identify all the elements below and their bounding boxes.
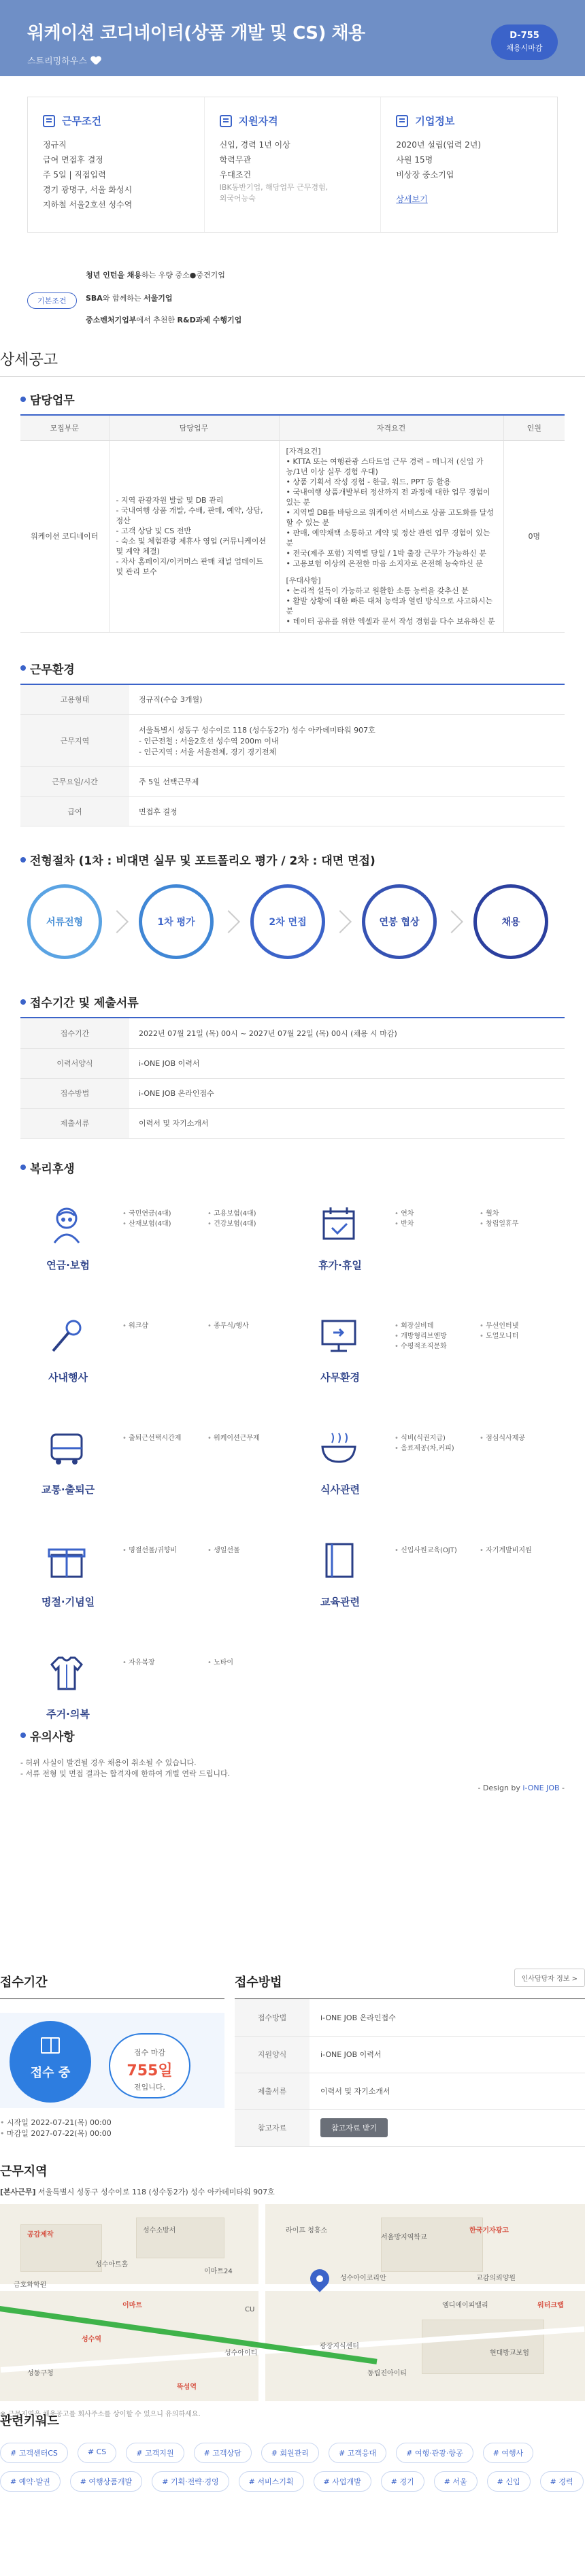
req-line: • 논리적 설득이 가능하고 원활한 소통 능력을 갖추신 분 bbox=[286, 586, 469, 595]
env-value bbox=[129, 715, 565, 767]
remaining-days: 접수 마감 755일 전입니다. bbox=[109, 2033, 190, 2098]
duty-table bbox=[20, 416, 565, 633]
keywords-title: 관련키워드 bbox=[0, 2414, 59, 2428]
map-label: 성수아트홀 bbox=[95, 2261, 129, 2269]
note-line: - 서류 전형 및 면접 결과는 합격자에 한하여 개별 연락 드립니다. bbox=[20, 1769, 231, 1778]
table-row bbox=[20, 685, 565, 715]
bus-icon bbox=[46, 1428, 87, 1469]
benefit-line: • 종무식/행사 bbox=[207, 1321, 292, 1331]
env-key: 근무지역 bbox=[20, 715, 129, 767]
task-line: - 국내여행 상품 개발, 수배, 판매, 예약, 상담, 정산 bbox=[116, 506, 263, 525]
apply-status bbox=[10, 2021, 91, 2103]
table-row bbox=[20, 767, 565, 797]
table-row: 접수방법 i-ONE JOB 온라인접수 bbox=[235, 1999, 585, 2036]
map-label: 광장지식센터 bbox=[320, 2343, 359, 2350]
building-icon bbox=[396, 115, 408, 127]
benefit-line: • 창립일휴무 bbox=[480, 1219, 565, 1229]
keyword-tag[interactable]: # 고객지원 bbox=[126, 2443, 184, 2463]
map-label: 이마트 bbox=[122, 2302, 142, 2309]
badge-row bbox=[86, 269, 225, 280]
badge-row bbox=[86, 292, 172, 303]
benefit-line: • 반차 bbox=[395, 1219, 480, 1229]
env-addr: - 인근지역 : 서울 서울전체, 경기 경기전체 bbox=[139, 747, 277, 756]
note-line: - 허위 사실이 발견될 경우 채용이 취소될 수 있습니다. bbox=[20, 1758, 197, 1767]
map-label: 서울방지역학교 bbox=[381, 2234, 427, 2241]
book-icon bbox=[318, 1540, 359, 1581]
map-note: ※ 근무지역은 채용공고를 회사주소를 상이할 수 있으니 유의하세요. bbox=[0, 2411, 201, 2418]
work-address: [본사근무] 서울특별시 성동구 성수이로 118 (성수동2가) 성수 아카데미타워 907호 bbox=[0, 2188, 275, 2196]
benefit-title: 명절·기념일 bbox=[41, 1595, 95, 1608]
env-key: 고용형태 bbox=[20, 685, 129, 715]
process-section bbox=[20, 851, 565, 959]
benefit-line: • 점심식사제공 bbox=[480, 1433, 565, 1443]
map-label: 뚝섬역 bbox=[177, 2383, 197, 2391]
map-label: 성수아이코리안 bbox=[340, 2275, 386, 2282]
benefits-title: 복리후생 bbox=[30, 1162, 75, 1176]
benefit-line: • 워케이션근무제 bbox=[207, 1433, 292, 1443]
bullet-icon bbox=[20, 1165, 26, 1170]
benefit-title: 휴가·휴일 bbox=[318, 1258, 362, 1271]
map-label: 교감의뢰양원 bbox=[476, 2275, 516, 2282]
badge-bold: SBA bbox=[86, 294, 103, 303]
keyword-tag[interactable]: # 여행사 bbox=[483, 2443, 534, 2463]
benefit-title: 교육관련 bbox=[320, 1595, 360, 1608]
table-row bbox=[20, 1018, 565, 1048]
benefits-section bbox=[20, 1159, 565, 1720]
keyword-tag[interactable]: # 서비스기획 bbox=[239, 2471, 304, 2492]
benefit-title: 사무환경 bbox=[320, 1371, 360, 1384]
map-label: 엠디에이피밸리 bbox=[442, 2302, 488, 2309]
duty-section bbox=[20, 390, 565, 633]
map-label: 한국기자광고 bbox=[469, 2227, 509, 2235]
keyword-tag[interactable]: # CS bbox=[78, 2443, 116, 2463]
benefit-line: • 월차 bbox=[480, 1209, 565, 1219]
env-section bbox=[20, 660, 565, 827]
map-label: 워터크랩 bbox=[537, 2302, 564, 2309]
monitor-icon bbox=[318, 1316, 359, 1356]
keyword-tag[interactable]: # 고객응대 bbox=[329, 2443, 386, 2463]
qualification-pref: IBK동반기업, 해당업무 근무경험, bbox=[219, 183, 329, 192]
benefit-item bbox=[306, 1421, 565, 1530]
benefit-title: 주거·의복 bbox=[46, 1707, 90, 1720]
apply-method bbox=[235, 1973, 585, 2147]
company-info-line: 2020년 설립(업력 2년) bbox=[396, 140, 482, 150]
duty-tasks bbox=[109, 440, 279, 632]
req-line: • 판매, 예약채택 소통하고 계약 및 정산 관련 업무 경험이 있는 분 bbox=[286, 528, 490, 548]
qualification-pref: 외국어능숙 bbox=[219, 194, 256, 203]
benefit-line: • 도얼모니터 bbox=[480, 1331, 565, 1341]
task-line: - 자사 홈페이지/이커머스 판매 채널 업데이트 및 관리 보수 bbox=[116, 557, 263, 576]
env-title: 근무환경 bbox=[30, 663, 75, 677]
keyword-tag[interactable]: # 여행·관광·항공 bbox=[396, 2443, 473, 2463]
chevron-right-icon bbox=[217, 910, 240, 933]
benefit-line: • 자유복장 bbox=[122, 1658, 207, 1668]
document-icon bbox=[43, 115, 55, 127]
badge-bold: 서울기업 bbox=[143, 294, 173, 303]
keyword-tag[interactable]: # 예약·발권 bbox=[0, 2471, 61, 2492]
submit-value: i-ONE JOB 이력서 bbox=[129, 1048, 565, 1078]
table-row: 제출서류 이력서 및 자기소개서 bbox=[235, 2073, 585, 2109]
job-title: 워케이션 코디네이터(상품 개발 및 CS) 채용 bbox=[27, 23, 365, 44]
keyword-tag[interactable]: # 고객상담 bbox=[194, 2443, 252, 2463]
req-line: • 상품 기획서 작성 경험 - 한글, 워드, PPT 등 활용 bbox=[286, 477, 451, 486]
keyword-tag[interactable]: # 사업개발 bbox=[314, 2471, 371, 2492]
table-row: 참고자료 참고자료 받기 bbox=[235, 2109, 585, 2146]
badge-row bbox=[86, 314, 241, 325]
document-icon bbox=[41, 2037, 60, 2054]
apply-period bbox=[0, 1973, 224, 2139]
map-label: 성수소방서 bbox=[143, 2227, 176, 2235]
step-1: 서류전형 bbox=[27, 884, 102, 959]
map-label: CU bbox=[245, 2306, 255, 2313]
summary-company bbox=[381, 97, 557, 232]
submit-section bbox=[20, 993, 565, 1139]
env-table bbox=[20, 685, 565, 827]
download-reference-button[interactable]: 참고자료 받기 bbox=[320, 2118, 388, 2137]
benefit-line: • 산재보험(4대) bbox=[122, 1219, 207, 1229]
col-header: 인원 bbox=[503, 416, 565, 440]
col-header: 자격요건 bbox=[279, 416, 503, 440]
env-value: 정규직(수습 3개월) bbox=[129, 685, 565, 715]
req-line: • 데이터 공유를 위한 엑셀과 문서 작성 경험을 다수 보유하신 분 bbox=[286, 616, 495, 626]
badge-text: 하는 우량 중소●중견기업 bbox=[141, 271, 225, 280]
duty-dept: 워케이션 코디네이터 bbox=[20, 440, 109, 632]
duty-count: 0명 bbox=[503, 440, 565, 632]
credit-name: i-ONE JOB bbox=[522, 1783, 560, 1792]
submit-value: i-ONE JOB 온라인접수 bbox=[129, 1078, 565, 1108]
benefits-grid bbox=[20, 1183, 565, 1720]
duty-title: 담당업무 bbox=[30, 394, 75, 407]
col-header: 담당업무 bbox=[109, 416, 279, 440]
bullet-icon bbox=[20, 999, 26, 1005]
keyword-tag[interactable]: # 경력 bbox=[540, 2471, 584, 2492]
table-row bbox=[20, 440, 565, 632]
benefit-line: • 노타이 bbox=[207, 1658, 292, 1668]
benefit-line: • 출퇴근선택시간제 bbox=[122, 1433, 207, 1443]
work-location-section bbox=[0, 2162, 585, 2418]
benefit-line: • 신입사원교육(OJT) bbox=[395, 1545, 480, 1556]
env-key: 근무요일/시간 bbox=[20, 767, 129, 797]
days-count: 755일 bbox=[127, 2062, 173, 2079]
bullet-icon bbox=[20, 857, 26, 863]
req-line: [우대사항] bbox=[286, 575, 321, 585]
submit-value: 2022년 07월 21일 (목) 00시 ~ 2027년 07월 22일 (목) 00시 (채용 시 마감) bbox=[129, 1018, 565, 1048]
company-badges bbox=[27, 267, 585, 335]
table-row bbox=[20, 1048, 565, 1078]
benefit-line: • 건강보험(4대) bbox=[207, 1219, 292, 1229]
badge-tag: 기본조건 bbox=[27, 292, 77, 309]
badge-bold: 중소벤처기업부 bbox=[86, 316, 137, 324]
benefit-line: • 개방형리브엔방 bbox=[395, 1331, 480, 1341]
dday-caption: 채용시마감 bbox=[506, 44, 543, 52]
conditions-line: 주 5일 | 직접입력 bbox=[43, 170, 106, 180]
map-label: 성수아이티 bbox=[224, 2349, 258, 2357]
bullet-icon bbox=[20, 397, 26, 402]
conditions-line: 급여 면접후 결정 bbox=[43, 155, 103, 165]
env-value: 면접후 결정 bbox=[129, 797, 565, 826]
req-line: • 고용보험 이상의 온전한 마음 소지자로 온전해 능숙하신 분 bbox=[286, 558, 483, 568]
keyword-tag[interactable]: # 신입 bbox=[487, 2471, 531, 2492]
elderly-icon bbox=[46, 1203, 87, 1244]
process-title: 전형절차 (1차 : 비대면 실무 및 포트폴리오 평가 / 2차 : 대면 면접) bbox=[30, 854, 375, 868]
benefit-line: • 회장실비데 bbox=[395, 1321, 480, 1331]
benefit-item bbox=[34, 1421, 292, 1530]
work-title: 근무지역 bbox=[0, 2164, 48, 2179]
method-title: 접수방법 bbox=[235, 1975, 282, 1990]
submit-key: 이력서양식 bbox=[20, 1048, 129, 1078]
task-line: - 숙소 및 체험관광 제휴사 영업 (커뮤니케이션 및 계약 체결) bbox=[116, 537, 267, 556]
env-addr: - 인근전철 : 서울2호선 성수역 200m 이내 bbox=[139, 736, 279, 746]
req-line: • 전국(제주 포함) 지역별 당일 / 1박 출장 근무가 가능하신 분 bbox=[286, 548, 487, 558]
submit-table bbox=[20, 1018, 565, 1139]
summary-box bbox=[27, 97, 558, 233]
table-row bbox=[20, 797, 565, 826]
map-label: 이마트24 bbox=[204, 2268, 233, 2275]
step-3: 2차 면접 bbox=[250, 884, 325, 959]
conditions-line: 정규직 bbox=[43, 140, 67, 150]
benefit-item bbox=[34, 1533, 292, 1642]
table-row bbox=[20, 1078, 565, 1108]
keyword-tag[interactable]: # 고객센터CS bbox=[0, 2443, 68, 2463]
company-name[interactable]: 스트리밍하우스 bbox=[27, 56, 87, 67]
map-label: 공감제작 bbox=[27, 2231, 54, 2239]
microphone-icon bbox=[46, 1316, 87, 1356]
submit-key: 접수기간 bbox=[20, 1018, 129, 1048]
benefit-item bbox=[306, 1309, 565, 1418]
duty-reqs bbox=[279, 440, 503, 632]
map-label: 동립진아이티 bbox=[367, 2370, 407, 2377]
keyword-tag[interactable]: # 경기 bbox=[381, 2471, 424, 2492]
benefit-line: • 수평적조직문화 bbox=[395, 1341, 480, 1352]
map-label: 현대방교보험 bbox=[490, 2349, 529, 2357]
map-label: 성수역 bbox=[82, 2336, 101, 2343]
location-map[interactable] bbox=[0, 2204, 585, 2401]
qualification-line: 신입, 경력 1년 이상 bbox=[219, 140, 290, 150]
process-steps bbox=[20, 884, 565, 959]
step-4: 연봉 협상 bbox=[362, 884, 437, 959]
col-header: 모집부문 bbox=[20, 416, 109, 440]
task-line: - 지역 관광자원 발굴 및 DB 관리 bbox=[116, 496, 224, 505]
chevron-right-icon bbox=[440, 910, 463, 933]
env-value: 주 5일 선택근무제 bbox=[129, 767, 565, 797]
benefit-title: 식사관련 bbox=[320, 1483, 360, 1496]
req-line: • KTTA 또는 여행관광 스타트업 근무 경력 – 매니저 (신입 가능/1년 이상 실무 경험 우대) bbox=[286, 456, 484, 476]
qualifications-title: 지원자격 bbox=[238, 115, 278, 127]
badge-text: 와 함께하는 bbox=[102, 294, 144, 303]
company-info-line: 사원 15명 bbox=[396, 155, 433, 165]
keyword-tag[interactable]: # 서울 bbox=[434, 2471, 478, 2492]
benefit-line: • 식비(식권지급) bbox=[395, 1433, 480, 1443]
conditions-line: 경기 광명구, 서울 화성시 bbox=[43, 185, 133, 195]
keywords-list bbox=[0, 2443, 585, 2492]
benefit-line: • 자기계발비지원 bbox=[480, 1545, 565, 1556]
step-5: 채용 bbox=[473, 884, 548, 959]
status-text: 접수 중 bbox=[30, 2066, 71, 2080]
heart-icon[interactable] bbox=[91, 56, 101, 65]
dday-count: D-755 bbox=[509, 31, 539, 41]
company-info-line: 비상장 중소기업 bbox=[396, 170, 454, 180]
map-label: 라이프 청흥소 bbox=[286, 2227, 328, 2235]
conditions-line: 지하철 서울2호선 성수역 bbox=[43, 200, 133, 210]
qualification-line: 학력무관 bbox=[219, 155, 252, 165]
company-name-row[interactable] bbox=[27, 54, 558, 67]
notes-title: 유의사항 bbox=[30, 1730, 75, 1744]
divider bbox=[0, 376, 585, 377]
req-line: • 지역별 DB를 바탕으로 워케이션 서비스로 상품 고도화를 달성할 수 있는 분 bbox=[286, 507, 494, 527]
table-row bbox=[20, 715, 565, 767]
apply-title: 접수기간 bbox=[0, 1975, 48, 1990]
company-detail-link[interactable]: 상세보기 bbox=[396, 195, 428, 204]
req-line: • 국내여행 상품개발부터 정산까지 전 과정에 대한 업무 경험이 있는 분 bbox=[286, 487, 490, 507]
benefit-item bbox=[34, 1197, 292, 1305]
period-start: • 시작일 2022-07-21(목) 00:00 bbox=[0, 2118, 224, 2128]
credit-prefix: - Design by bbox=[478, 1783, 523, 1792]
benefit-line: • 무선인터넷 bbox=[480, 1321, 565, 1331]
chevron-right-icon bbox=[105, 910, 129, 933]
dday-badge bbox=[491, 24, 558, 60]
table-row bbox=[20, 1108, 565, 1138]
design-credit bbox=[20, 1784, 565, 1792]
badge-text: 에서 추천한 bbox=[136, 316, 178, 324]
benefit-line: • 음료제공(차,커피) bbox=[395, 1443, 480, 1454]
req-line: • 활발 상황에 대한 빠른 대처 능력과 열린 방식으로 사고하시는 분 bbox=[286, 596, 493, 616]
map-label: 성동구청 bbox=[27, 2370, 54, 2377]
gift-icon bbox=[46, 1540, 87, 1581]
req-line: [자격요건] bbox=[286, 446, 321, 456]
benefit-item bbox=[34, 1645, 292, 1754]
summary-qualifications bbox=[205, 97, 382, 232]
keywords-section bbox=[0, 2411, 585, 2492]
env-addr: 서울특별시 성동구 성수이로 118 (성수동2가) 성수 아카데미타워 907호 bbox=[139, 725, 375, 735]
hr-contact-button[interactable]: 인사담당자 정보 > bbox=[514, 1969, 585, 1987]
benefit-title: 연금·보험 bbox=[46, 1258, 90, 1271]
benefit-line: • 생일선물 bbox=[207, 1545, 292, 1556]
table-row: 지원양식 i-ONE JOB 이력서 bbox=[235, 2036, 585, 2073]
submit-key: 접수방법 bbox=[20, 1078, 129, 1108]
bowl-icon bbox=[318, 1428, 359, 1469]
submit-value: 이력서 및 자기소개서 bbox=[129, 1108, 565, 1138]
company-info-title: 기업정보 bbox=[415, 115, 455, 127]
submit-title: 접수기간 및 제출서류 bbox=[30, 997, 139, 1010]
step-2: 1차 평가 bbox=[139, 884, 214, 959]
benefit-item bbox=[34, 1309, 292, 1418]
submit-key: 제출서류 bbox=[20, 1108, 129, 1138]
badge-bold: 청년 인턴을 채용 bbox=[86, 271, 142, 280]
benefit-line: • 명절선물/귀향비 bbox=[122, 1545, 207, 1556]
badge-bold: R&D과제 수행기업 bbox=[177, 316, 242, 324]
summary-conditions bbox=[28, 97, 205, 232]
credit-suffix: - bbox=[559, 1783, 565, 1792]
person-icon bbox=[220, 115, 232, 127]
method-table bbox=[235, 1999, 585, 2147]
benefit-line: • 연차 bbox=[395, 1209, 480, 1219]
period-end: • 마감일 2027-07-22(목) 00:00 bbox=[0, 2128, 224, 2139]
bullet-icon bbox=[20, 665, 26, 671]
shirt-icon bbox=[46, 1652, 87, 1693]
task-line: - 고객 상담 및 CS 전반 bbox=[116, 526, 191, 535]
benefit-line: • 국민연금(4대) bbox=[122, 1209, 207, 1219]
chevron-right-icon bbox=[329, 910, 352, 933]
job-header bbox=[0, 0, 585, 76]
benefit-item bbox=[306, 1533, 565, 1642]
keyword-tag[interactable]: # 여행상품개발 bbox=[70, 2471, 142, 2492]
env-key: 급여 bbox=[20, 797, 129, 826]
keyword-tag[interactable]: # 회원관리 bbox=[261, 2443, 319, 2463]
benefit-line: • 고용보험(4대) bbox=[207, 1209, 292, 1219]
conditions-title: 근무조건 bbox=[62, 115, 101, 127]
benefit-line: • 워크샵 bbox=[122, 1321, 207, 1331]
benefit-item bbox=[306, 1197, 565, 1305]
benefit-title: 사내행사 bbox=[48, 1371, 88, 1384]
keyword-tag[interactable]: # 기획·전략·경영 bbox=[152, 2471, 229, 2492]
bullet-icon bbox=[20, 1733, 26, 1738]
benefit-title: 교통·출퇴근 bbox=[41, 1483, 95, 1496]
qualification-line: 우대조건 bbox=[219, 170, 252, 180]
detail-title: 상세공고 bbox=[0, 352, 58, 369]
calendar-icon bbox=[318, 1203, 359, 1244]
map-label: 금호화학원 bbox=[14, 2281, 47, 2289]
